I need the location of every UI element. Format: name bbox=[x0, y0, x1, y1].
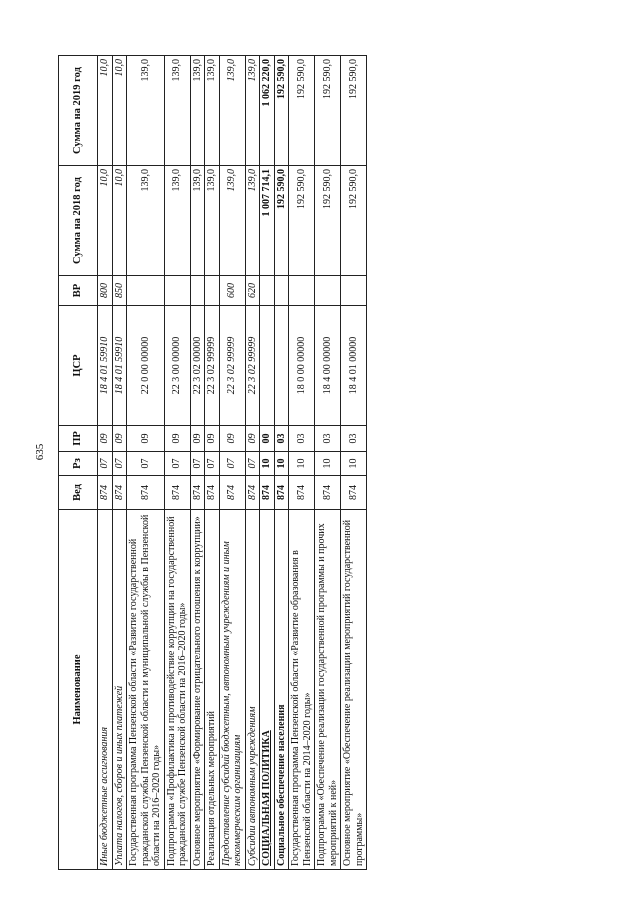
cell-ved: 874 bbox=[245, 476, 260, 510]
cell-sum-2018: 139,0 bbox=[205, 166, 220, 276]
cell-ved: 874 bbox=[260, 476, 275, 510]
header-vr: ВР bbox=[59, 276, 98, 306]
cell-vr bbox=[289, 276, 315, 306]
cell-pr: 09 bbox=[205, 426, 220, 452]
cell-csr: 18 0 00 00000 bbox=[289, 306, 315, 426]
cell-name: Подпрограмма «Профилактика и противодействие коррупции на государственной гражданской службе Пензенской области на 2016–2020 годы» bbox=[164, 510, 190, 870]
cell-pr: 03 bbox=[274, 426, 289, 452]
cell-vr: 850 bbox=[112, 276, 127, 306]
cell-sum-2019: 1 062 220,0 bbox=[260, 56, 275, 166]
cell-pr: 09 bbox=[127, 426, 165, 452]
table-row bbox=[274, 56, 289, 870]
table-row bbox=[190, 56, 205, 870]
cell-csr: 18 4 01 59910 bbox=[98, 306, 113, 426]
cell-sum-2018: 139,0 bbox=[219, 166, 245, 276]
cell-vr: 620 bbox=[245, 276, 260, 306]
cell-csr: 22 3 02 99999 bbox=[205, 306, 220, 426]
cell-name: Реализация отдельных мероприятий bbox=[205, 510, 220, 870]
cell-name: Подпрограмма «Обеспечение реализации государственной программы и прочих мероприятий к ней» bbox=[315, 510, 341, 870]
cell-name: Основное мероприятие «Обеспечение реализации мероприятий государственной программы» bbox=[341, 510, 367, 870]
cell-sum-2019: 139,0 bbox=[205, 56, 220, 166]
cell-sum-2019: 192 590,0 bbox=[315, 56, 341, 166]
cell-rz: 07 bbox=[245, 452, 260, 476]
cell-name: Предоставление субсидий бюджетным, автономным учреждениям и иным некоммерческим организациям bbox=[219, 510, 245, 870]
cell-ved: 874 bbox=[98, 476, 113, 510]
table-row bbox=[205, 56, 220, 870]
cell-vr bbox=[164, 276, 190, 306]
cell-name: Основное мероприятие «Формирование отрицательного отношения к коррупции» bbox=[190, 510, 205, 870]
cell-vr bbox=[274, 276, 289, 306]
cell-sum-2019: 10,0 bbox=[112, 56, 127, 166]
cell-ved: 874 bbox=[205, 476, 220, 510]
cell-rz: 10 bbox=[289, 452, 315, 476]
cell-sum-2018: 192 590,0 bbox=[315, 166, 341, 276]
cell-name: Государственная программа Пензенской области «Развитие образования в Пензенской области на 2014–2020 годы» bbox=[289, 510, 315, 870]
table-row bbox=[164, 56, 190, 870]
page-number: 635 bbox=[34, 443, 46, 461]
cell-sum-2019: 139,0 bbox=[164, 56, 190, 166]
cell-rz: 07 bbox=[205, 452, 220, 476]
cell-pr: 09 bbox=[190, 426, 205, 452]
cell-vr: 800 bbox=[98, 276, 113, 306]
table-header-row bbox=[59, 56, 98, 870]
cell-csr: 18 4 00 00000 bbox=[315, 306, 341, 426]
cell-csr: 22 3 02 99999 bbox=[245, 306, 260, 426]
cell-pr: 03 bbox=[341, 426, 367, 452]
cell-csr bbox=[260, 306, 275, 426]
cell-ved: 874 bbox=[315, 476, 341, 510]
header-rz: Рз bbox=[59, 452, 98, 476]
cell-sum-2019: 139,0 bbox=[219, 56, 245, 166]
cell-rz: 10 bbox=[341, 452, 367, 476]
table-row bbox=[127, 56, 165, 870]
table-body bbox=[98, 56, 367, 870]
cell-ved: 874 bbox=[341, 476, 367, 510]
cell-sum-2018: 192 590,0 bbox=[289, 166, 315, 276]
header-ved: Вед bbox=[59, 476, 98, 510]
cell-sum-2018: 139,0 bbox=[245, 166, 260, 276]
cell-pr: 09 bbox=[245, 426, 260, 452]
cell-sum-2018: 1 007 714,1 bbox=[260, 166, 275, 276]
cell-sum-2018: 139,0 bbox=[190, 166, 205, 276]
cell-ved: 874 bbox=[274, 476, 289, 510]
cell-csr: 22 3 02 99999 bbox=[219, 306, 245, 426]
rotated-table-container bbox=[58, 56, 438, 870]
cell-ved: 874 bbox=[127, 476, 165, 510]
cell-sum-2019: 10,0 bbox=[98, 56, 113, 166]
cell-vr bbox=[260, 276, 275, 306]
cell-rz: 07 bbox=[127, 452, 165, 476]
cell-vr bbox=[190, 276, 205, 306]
table-row bbox=[260, 56, 275, 870]
cell-csr bbox=[274, 306, 289, 426]
cell-sum-2018: 139,0 bbox=[164, 166, 190, 276]
cell-vr bbox=[127, 276, 165, 306]
cell-pr: 00 bbox=[260, 426, 275, 452]
cell-csr: 22 3 02 00000 bbox=[190, 306, 205, 426]
cell-rz: 07 bbox=[219, 452, 245, 476]
cell-sum-2018: 139,0 bbox=[127, 166, 165, 276]
cell-csr: 22 0 00 00000 bbox=[127, 306, 165, 426]
cell-vr: 600 bbox=[219, 276, 245, 306]
table-row bbox=[219, 56, 245, 870]
cell-rz: 07 bbox=[98, 452, 113, 476]
cell-sum-2019: 139,0 bbox=[190, 56, 205, 166]
cell-vr bbox=[315, 276, 341, 306]
table-row bbox=[341, 56, 367, 870]
cell-name: Социальное обеспечение населения bbox=[274, 510, 289, 870]
cell-pr: 03 bbox=[315, 426, 341, 452]
cell-sum-2019: 192 590,0 bbox=[341, 56, 367, 166]
cell-pr: 09 bbox=[219, 426, 245, 452]
cell-rz: 10 bbox=[274, 452, 289, 476]
table-row bbox=[245, 56, 260, 870]
cell-sum-2019: 139,0 bbox=[127, 56, 165, 166]
table-row bbox=[289, 56, 315, 870]
cell-csr: 18 4 01 59910 bbox=[112, 306, 127, 426]
header-name: Наименование bbox=[59, 510, 98, 870]
cell-sum-2018: 192 590,0 bbox=[274, 166, 289, 276]
cell-sum-2018: 10,0 bbox=[112, 166, 127, 276]
cell-rz: 07 bbox=[190, 452, 205, 476]
budget-table bbox=[58, 55, 367, 870]
cell-sum-2019: 192 590,0 bbox=[274, 56, 289, 166]
header-sum-2018: Сумма на 2018 год bbox=[59, 166, 98, 276]
cell-ved: 874 bbox=[289, 476, 315, 510]
header-csr: ЦСР bbox=[59, 306, 98, 426]
cell-sum-2018: 192 590,0 bbox=[341, 166, 367, 276]
cell-ved: 874 bbox=[190, 476, 205, 510]
cell-rz: 07 bbox=[112, 452, 127, 476]
table-row bbox=[98, 56, 113, 870]
cell-sum-2019: 192 590,0 bbox=[289, 56, 315, 166]
cell-name: Уплата налогов, сборов и иных платежей bbox=[112, 510, 127, 870]
cell-csr: 18 4 01 00000 bbox=[341, 306, 367, 426]
cell-name: Иные бюджетные ассигнования bbox=[98, 510, 113, 870]
cell-pr: 09 bbox=[98, 426, 113, 452]
cell-ved: 874 bbox=[219, 476, 245, 510]
cell-vr bbox=[341, 276, 367, 306]
cell-rz: 07 bbox=[164, 452, 190, 476]
cell-rz: 10 bbox=[315, 452, 341, 476]
cell-name: СОЦИАЛЬНАЯ ПОЛИТИКА bbox=[260, 510, 275, 870]
cell-name: Государственная программа Пензенской области «Развитие государственной гражданской службы Пензенской области и муниципальной службы в Пензенской области на 2016–2020 годы» bbox=[127, 510, 165, 870]
table-row bbox=[315, 56, 341, 870]
cell-ved: 874 bbox=[164, 476, 190, 510]
cell-vr bbox=[205, 276, 220, 306]
cell-sum-2018: 10,0 bbox=[98, 166, 113, 276]
cell-sum-2019: 139,0 bbox=[245, 56, 260, 166]
cell-name: Субсидии автономным учреждениям bbox=[245, 510, 260, 870]
cell-ved: 874 bbox=[112, 476, 127, 510]
header-pr: ПР bbox=[59, 426, 98, 452]
cell-pr: 03 bbox=[289, 426, 315, 452]
header-sum-2019: Сумма на 2019 год bbox=[59, 56, 98, 166]
cell-pr: 09 bbox=[112, 426, 127, 452]
table-row bbox=[112, 56, 127, 870]
cell-csr: 22 3 00 00000 bbox=[164, 306, 190, 426]
cell-pr: 09 bbox=[164, 426, 190, 452]
cell-rz: 10 bbox=[260, 452, 275, 476]
